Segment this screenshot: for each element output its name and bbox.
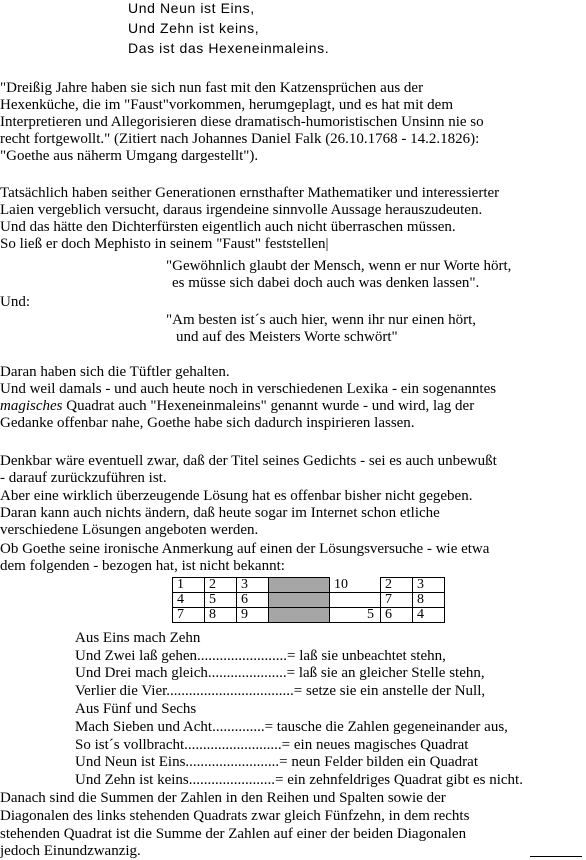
quote-line: und auf des Meisters Worte schwört" — [176, 329, 398, 345]
table-cell: 9 — [237, 608, 269, 623]
paragraph-text: Quadrat auch "Hexeneinmaleins" genannt wurde - und wird, lag der — [62, 398, 475, 414]
table-cell: 7 — [381, 593, 413, 608]
table-cell: 5 — [330, 608, 381, 623]
gloss-line — [75, 772, 523, 789]
gloss-line — [75, 630, 200, 647]
gloss-meaning: = laß sie an gleicher Stelle stehn, — [286, 665, 485, 681]
gray-spacer-cell — [269, 608, 330, 623]
paragraph-line: Interpretieren und Allegorisieren diese dramatisch-humoristischen Unsinn nie so — [0, 114, 484, 130]
paragraph-line: Und weil damals - und auch heute noch in verschiedenen Lexika - ein sogenanntes — [0, 381, 497, 397]
gloss-dots: .............. — [212, 719, 265, 735]
gloss-verse: Und Zwei laß gehen — [75, 648, 198, 664]
magic-squares-table — [172, 577, 445, 623]
gray-spacer-cell — [269, 593, 330, 608]
gloss-verse: Aus Fünf und Sechs — [75, 701, 197, 717]
quote-line: "Am besten ist´s auch hier, wenn ihr nur einen hört, — [166, 312, 477, 328]
paragraph-line: dem folgenden - bezogen hat, ist nicht bekannt: — [0, 558, 285, 574]
table-cell: 6 — [381, 608, 413, 623]
emphasis-word: magisches — [0, 398, 63, 414]
gloss-meaning: = laß sie unbeachtet stehn, — [287, 648, 446, 664]
gloss-line — [75, 648, 446, 665]
table-row — [173, 593, 445, 608]
gloss-verse: Verlier die Vier — [75, 683, 167, 699]
paragraph-line: Daran kann auch nichts ändern, daß heute sogar im Internet schon etliche — [0, 505, 440, 521]
paragraph-line: Tatsächlich haben seither Generationen ernsthafter Mathematiker und interessierter — [0, 185, 500, 201]
gloss-line — [75, 683, 485, 700]
und-label: Und: — [0, 294, 30, 310]
paragraph-line: Und das hätte den Dichterfürsten eigentlich auch nicht überraschen müssen. — [0, 219, 456, 235]
quote-line: es müsse sich dabei doch auch was denken lassen". — [172, 275, 480, 291]
gloss-verse: So ist´s vollbracht — [75, 737, 185, 753]
gloss-dots: ......................... — [185, 754, 280, 770]
table-cell: 4 — [173, 593, 205, 608]
gloss-line — [75, 737, 468, 754]
quote-line: "Gewöhnlich glaubt der Mensch, wenn er nur Worte hört, — [166, 258, 512, 274]
paragraph-line — [0, 398, 474, 415]
gloss-line — [75, 665, 485, 682]
gloss-line — [75, 719, 508, 736]
gloss-verse: Und Zehn ist keins — [75, 772, 189, 788]
paragraph-line: verschiedene Lösungen angeboten werden. — [0, 522, 259, 538]
gloss-dots: ....................... — [188, 772, 275, 788]
paragraph-line: Laien vergeblich versucht, daraus irgendeine sinnvolle Aussage herauszudeuten. — [0, 202, 483, 218]
poem-line: Und Zehn ist keins, — [128, 20, 260, 36]
gloss-verse: Und Drei mach gleich — [75, 665, 208, 681]
table-cell: 5 — [205, 593, 237, 608]
table-cell: 8 — [413, 593, 445, 608]
paragraph-line: Danach sind die Summen der Zahlen in den Reihen und Spalten sowie der — [0, 790, 446, 806]
table-cell: 7 — [173, 608, 205, 623]
gloss-line — [75, 754, 478, 771]
gray-spacer-cell — [269, 578, 330, 593]
table-cell: 6 — [237, 593, 269, 608]
page-footer-rule — [530, 856, 582, 857]
paragraph-line: jedoch Einundzwanzig. — [0, 843, 141, 859]
paragraph-line: Hexenküche, die im "Faust"vorkommen, herumgeplagt, und es hat mit dem — [0, 97, 453, 113]
paragraph-line: recht fortgewollt." (Zitiert nach Johannes Daniel Falk (26.10.1768 - 14.2.1826): — [0, 131, 480, 147]
paragraph-line: - darauf zurückzuführen ist. — [0, 470, 167, 486]
paragraph-line: "Dreißig Jahre haben sie sich nun fast mit den Katzensprüchen aus der — [0, 80, 424, 96]
table-cell — [330, 593, 381, 608]
table-cell: 3 — [237, 578, 269, 593]
paragraph-line: Diagonalen des links stehenden Quadrats zwar gleich Fünfzehn, in dem rechts — [0, 808, 470, 824]
gloss-verse: Und Neun ist Eins — [75, 754, 186, 770]
table-cell: 10 — [330, 578, 381, 593]
table-cell: 2 — [381, 578, 413, 593]
poem-line: Und Neun ist Eins, — [128, 0, 255, 16]
paragraph-line: Aber eine wirklich überzeugende Lösung hat es offenbar bisher nicht gegeben. — [0, 488, 473, 504]
gloss-meaning: = setze sie ein anstelle der Null, — [293, 683, 486, 699]
table-cell: 2 — [205, 578, 237, 593]
table-cell: 8 — [205, 608, 237, 623]
paragraph-line: Daran haben sich die Tüftler gehalten. — [0, 364, 230, 380]
paragraph-line: stehenden Quadrat ist die Summe der Zahlen auf einer der beiden Diagonalen — [0, 826, 467, 842]
gloss-dots: ........................ — [197, 648, 288, 664]
gloss-verse: Mach Sieben und Acht — [75, 719, 213, 735]
table-cell: 1 — [173, 578, 205, 593]
poem-line: Das ist das Hexeneinmaleins. — [128, 40, 330, 56]
gloss-verse: Aus Eins mach Zehn — [75, 630, 201, 646]
paragraph-line: "Goethe aus näherm Umgang dargestellt"). — [0, 148, 259, 164]
table-row — [173, 608, 445, 623]
gloss-dots: .................................. — [166, 683, 294, 699]
gloss-line — [75, 701, 196, 718]
table-cell: 3 — [413, 578, 445, 593]
gloss-dots: ..................... — [207, 665, 287, 681]
paragraph-line: So ließ er doch Mephisto in seinem "Faust" feststellen| — [0, 236, 329, 252]
gloss-dots: .......................... — [184, 737, 282, 753]
table-row — [173, 578, 445, 593]
gloss-meaning: = ein neues magisches Quadrat — [281, 737, 469, 753]
table-cell: 4 — [413, 608, 445, 623]
gloss-meaning: = ein zehnfeldriges Quadrat gibt es nicht. — [275, 772, 523, 788]
paragraph-line: Denkbar wäre eventuell zwar, daß der Titel seines Gedichts - sei es auch unbewußt — [0, 453, 497, 469]
paragraph-line: Ob Goethe seine ironische Anmerkung auf einen der Lösungsversuche - wie etwa — [0, 541, 490, 557]
gloss-meaning: = neun Felder bilden ein Quadrat — [279, 754, 478, 770]
paragraph-line: Gedanke offenbar nahe, Goethe habe sich dadurch inspirieren lassen. — [0, 415, 415, 431]
gloss-meaning: = tausche die Zahlen gegeneinander aus, — [264, 719, 508, 735]
